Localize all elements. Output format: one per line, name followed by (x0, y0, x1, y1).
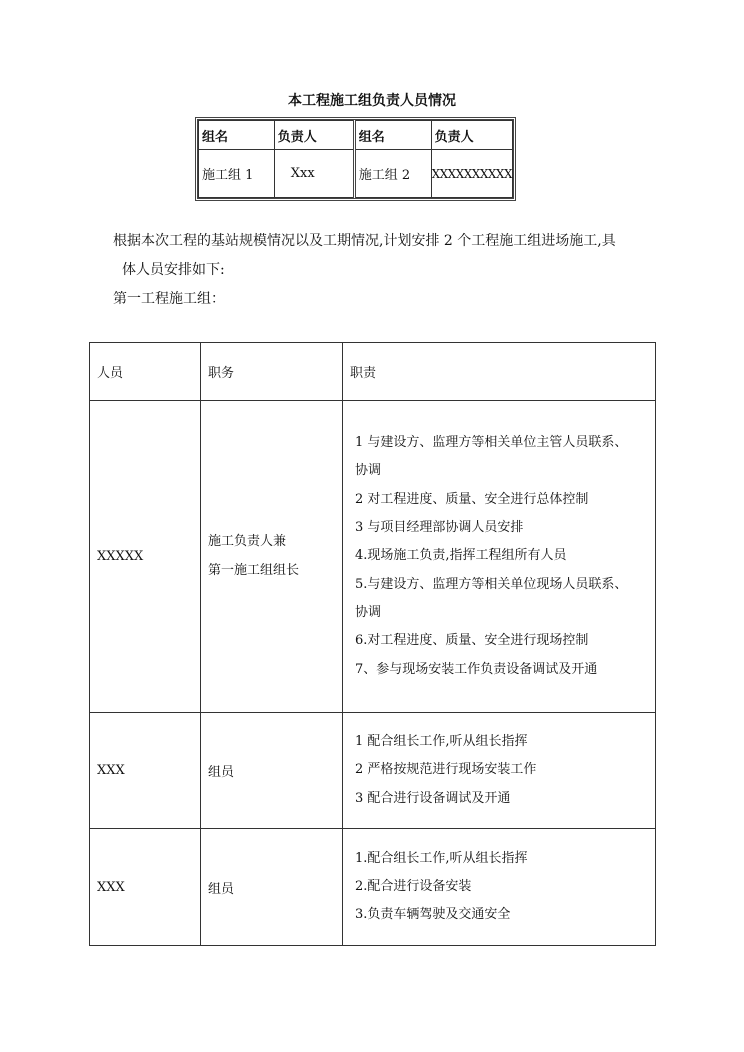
duty-line: 4.现场施工负责,指挥工程组所有人员 (355, 548, 567, 564)
header-role: 职务 (201, 343, 343, 401)
duty-line: 协调 (355, 604, 382, 620)
duties (343, 829, 656, 946)
duty-line: 5.与建设方、监理方等相关单位现场人员联系、 (355, 576, 628, 592)
duty-line: 3.负责车辆驾驶及交通安全 (355, 907, 511, 923)
role: 组员 (201, 713, 343, 829)
paragraph-line: 根据本次工程的基站规模情况以及工期情况,计划安排 2 个工程施工组进场施工,具 (113, 233, 616, 249)
header-leader: 负责人 (431, 121, 512, 150)
duty-line: 2.配合进行设备安装 (355, 878, 472, 894)
duty-line: 1 与建设方、监理方等相关单位主管人员联系、 (355, 435, 628, 451)
page-title: 本工程施工组负责人员情况 (288, 93, 456, 109)
duty-line: 1.配合组长工作,听从组长指挥 (355, 850, 528, 866)
table-row (90, 713, 656, 829)
duty-line: 3 配合进行设备调试及开通 (355, 790, 511, 806)
role: 组员 (201, 829, 343, 946)
duty-line: 1 配合组长工作,听从组长指挥 (355, 734, 528, 750)
group-name: 施工组 1 (199, 150, 275, 198)
role (201, 401, 343, 713)
paragraph-line: 体人员安排如下: (122, 262, 225, 278)
duty-line: 3 与项目经理部协调人员安排 (355, 520, 524, 536)
group-leader: XXXXXXXXXX (431, 150, 512, 198)
group-leader: Xxx (274, 150, 354, 198)
person: XXX (90, 829, 201, 946)
duty-line: 2 对工程进度、质量、安全进行总体控制 (355, 491, 589, 507)
table-row (90, 829, 656, 946)
duties (343, 401, 656, 713)
duty-line: 6.对工程进度、质量、安全进行现场控制 (355, 633, 589, 649)
header-person: 人员 (90, 343, 201, 401)
table-row (90, 401, 656, 713)
duty-line: 7、参与现场安装工作负责设备调试及开通 (355, 661, 598, 677)
duty-line: 2 严格按规范进行现场安装工作 (355, 762, 537, 778)
person: XXX (90, 713, 201, 829)
header-group-name: 组名 (354, 121, 431, 150)
duties (343, 713, 656, 829)
role-line: 施工负责人兼 (208, 534, 287, 550)
duty-line: 协调 (355, 463, 382, 479)
header-duties: 职责 (343, 343, 656, 401)
person: XXXXX (90, 401, 201, 713)
group-name: 施工组 2 (354, 150, 431, 198)
role-line: 第一施工组组长 (208, 562, 300, 578)
section-heading: 第一工程施工组： (113, 291, 225, 307)
groups-table (195, 117, 516, 201)
header-leader: 负责人 (274, 121, 354, 150)
header-group-name: 组名 (199, 121, 275, 150)
staff-table (89, 342, 656, 946)
